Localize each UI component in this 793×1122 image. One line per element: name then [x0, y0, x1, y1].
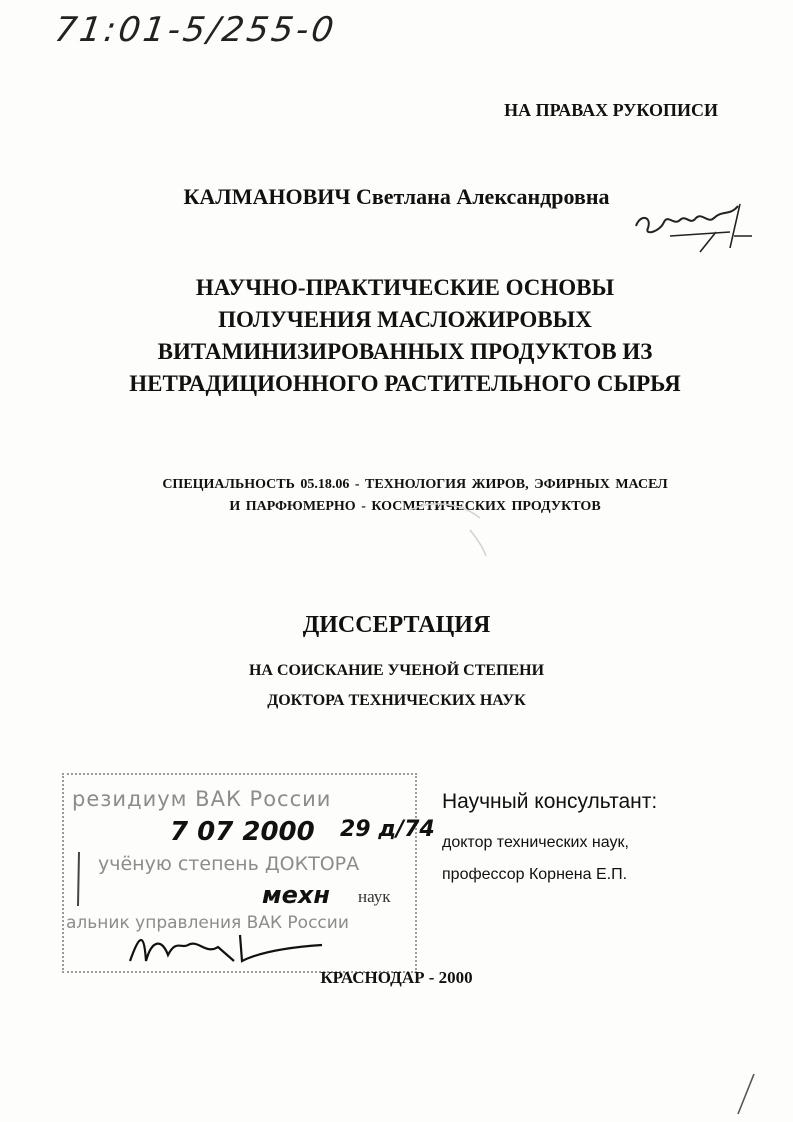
degree-line: НА СОИСКАНИЕ УЧЕНОЙ СТЕПЕНИ	[248, 662, 545, 679]
manuscript-rights-label: НА ПРАВАХ РУКОПИСИ	[504, 100, 718, 120]
stamp-line-nauk: наук	[358, 887, 391, 906]
dissertation-title	[60, 272, 750, 400]
vak-approval-stamp	[62, 773, 435, 973]
degree-statement	[0, 656, 793, 716]
consultant-heading: Научный консультант:	[442, 790, 658, 813]
corner-mark-icon	[730, 1070, 760, 1120]
specialty-line: И ПАРФЮМЕРНО - КОСМЕТИЧЕСКИХ ПРОДУКТОВ	[229, 499, 601, 514]
stamp-handwritten-date: 7 07 2000	[170, 817, 315, 847]
stamp-line-head: альник управления ВАК России	[66, 913, 349, 933]
show-through-mark-icon	[400, 490, 500, 570]
consultant-degree: доктор технических наук,	[442, 834, 629, 851]
stamp-line-presidium: резидиум ВАК России	[72, 787, 332, 811]
title-line: НАУЧНО-ПРАКТИЧЕСКИЕ ОСНОВЫ	[195, 275, 615, 300]
title-line: ВИТАМИНИЗИРОВАННЫХ ПРОДУКТОВ ИЗ	[157, 339, 653, 364]
archive-number: 71:01-5/255-0	[52, 10, 339, 50]
author-signature-icon	[630, 196, 760, 256]
degree-line: ДОКТОРА ТЕХНИЧЕСКИХ НАУК	[267, 692, 526, 709]
city-year: КРАСНОДАР - 2000	[320, 968, 473, 987]
stamp-line-degree: учёную степень ДОКТОРА	[98, 853, 360, 875]
specialty-line: СПЕЦИАЛЬНОСТЬ 05.18.06 - ТЕХНОЛОГИЯ ЖИРОВ, ЭФИРНЫХ МАСЕЛ	[162, 477, 668, 492]
consultant-name: профессор Корнена Е.П.	[442, 866, 628, 883]
author-name: КАЛМАНОВИЧ Светлана Александровна	[183, 184, 610, 209]
stamp-signature-icon	[122, 925, 362, 973]
stamp-handwritten-number: 29 д/74	[340, 817, 435, 842]
stamp-handwritten-field: мехн	[262, 881, 330, 909]
title-line: ПОЛУЧЕНИЯ МАСЛОЖИРОВЫХ	[218, 307, 592, 332]
margin-mark-icon	[74, 850, 84, 910]
title-line: НЕТРАДИЦИОННОГО РАСТИТЕЛЬНОГО СЫРЬЯ	[129, 371, 681, 396]
document-type: ДИССЕРТАЦИЯ	[302, 612, 491, 638]
